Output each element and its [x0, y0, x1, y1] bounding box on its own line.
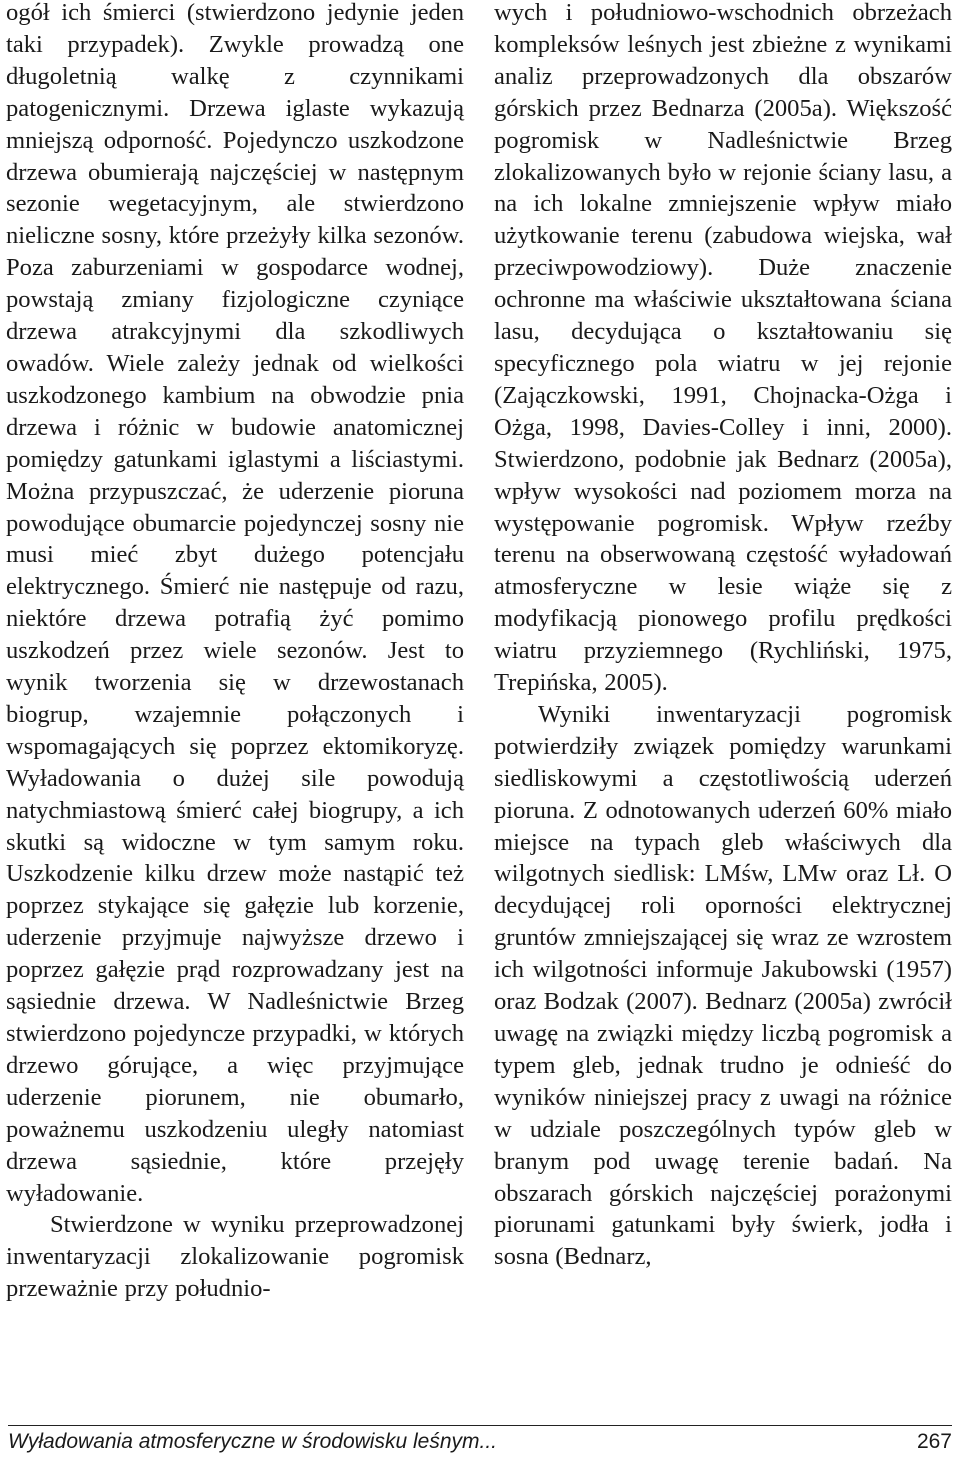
right-column: [494, 0, 952, 1305]
right-paragraph-2: Wyniki inwentaryzacji pogromisk potwierdziły związek pomiędzy warunkami siedliskowymi a częstotliwością uderzeń pioruna. Z odnotowanych uderzeń 60% miało miejsce na typach gleb właściwych dla wilgotnych siedlisk: LMśw, LMw oraz Lł. O decydującej roli oporności elektrycznej gruntów zmniejszającej się wraz ze wzrostem ich wilgotności informuje Jakubowski (1957) oraz Bodzak (2007). Bednarz (2005a) zwrócił uwagę na związki między liczbą pogromisk a typem gleb, jednak trudno je odnieść do wyników niniejszej pracy z uwagi na różnice w udziale poszczególnych typów gleb w branym pod uwagę terenie badań. Na obszarach górskich najczęściej porażonymi piorunami gatunkami były świerk, jodła i sosna (Bednarz,: [494, 700, 952, 1271]
text-columns: [6, 0, 952, 1305]
footer-rule: [8, 1425, 952, 1426]
right-paragraph-1: wych i południowo-wschodnich obrzeżach kompleksów leśnych jest zbieżne z wynikami analiz przeprowadzonych dla obszarów górskich przez Bednarza (2005a). Większość pogromisk w Nadleśnictwie Brzeg zlokalizowanych było w rejonie ściany lasu, a na ich lokalne zmniejszenie wpływ miało użytkowanie terenu (zabudowa wiejska, wał przeciwpowodziowy). Duże znaczenie ochronne ma właściwie ukształtowana ściana lasu, decydująca o kształtowaniu się specyficznego pola wiatru w jej rejonie (Zajączkowski, 1991, Chojnacka-Ożga i Ożga, 1998, Davies-Colley i inni, 2000). Stwierdzono, podobnie jak Bednarz (2005a), wpływ wysokości nad poziomem morza na występowanie pogromisk. Wpływ rzeźby terenu na obserwowaną częstość wyładowań atmosferyczne w lesie wiąże się z modyfikacją pionowego profilu prędkości wiatru przyziemnego (Rychliński, 1975, Trepińska, 2005).: [494, 0, 952, 697]
left-paragraph-1: ogół ich śmierci (stwierdzono jedynie jeden taki przypadek). Zwykle prowadzą one długoletnią walkę z czynnikami patogenicznymi. Drzewa iglaste wykazują mniejszą odporność. Pojedynczo uszkodzone drzewa obumierają najczęściej w następnym sezonie wegetacyjnym, ale stwierdzono nieliczne sosny, które przeżyły kilka sezonów. Poza zaburzeniami w gospodarce wodnej, powstają zmiany fizjologiczne czyniące drzewa atrakcyjnymi dla szkodliwych owadów. Wiele zależy jednak od wielkości uszkodzonego kambium na obwodzie pnia drzewa i różnic w budowie anatomicznej pomiędzy gatunkami iglastymi a liściastymi. Można przypuszczać, że uderzenie pioruna powodujące obumarcie pojedynczej sosny nie musi mieć zbyt dużego potencjału elektrycznego. Śmierć nie następuje od razu, niektóre drzewa potrafią żyć pomimo uszkodzeń przez wiele sezonów. Jest to wynik tworzenia się w drzewostanach biogrup, wzajemnie połączonych i wspomagających się poprzez ektomikoryzę. Wyładowania o dużej sile powodują natychmiastową śmierć całej biogrupy, a ich skutki są widoczne w tym samym roku. Uszkodzenie kilku drzew może nastąpić też poprzez stykające się gałęzie lub korzenie, uderzenie przyjmuje najwyższe drzewo i poprzez gałęzie prąd rozprowadzany jest na sąsiednie drzewa. W Nadleśnictwie Brzeg stwierdzono pojedyncze przypadki, w których drzewo górujące, a więc przyjmujące uderzenie piorunem, nie obumarło, poważnemu uszkodzeniu uległy natomiast drzewa sąsiednie, które przejęły wyładowanie.: [6, 0, 464, 1207]
running-title: Wyładowania atmosferyczne w środowisku leśnym...: [8, 1430, 498, 1453]
left-column: [6, 0, 464, 1305]
page-footer: [8, 1430, 952, 1460]
left-paragraph-2: Stwierdzone w wyniku przeprowadzonej inwentaryzacji zlokalizowanie pogromisk przeważnie przy południo-: [6, 1211, 464, 1303]
page-number: 267: [916, 1430, 952, 1453]
